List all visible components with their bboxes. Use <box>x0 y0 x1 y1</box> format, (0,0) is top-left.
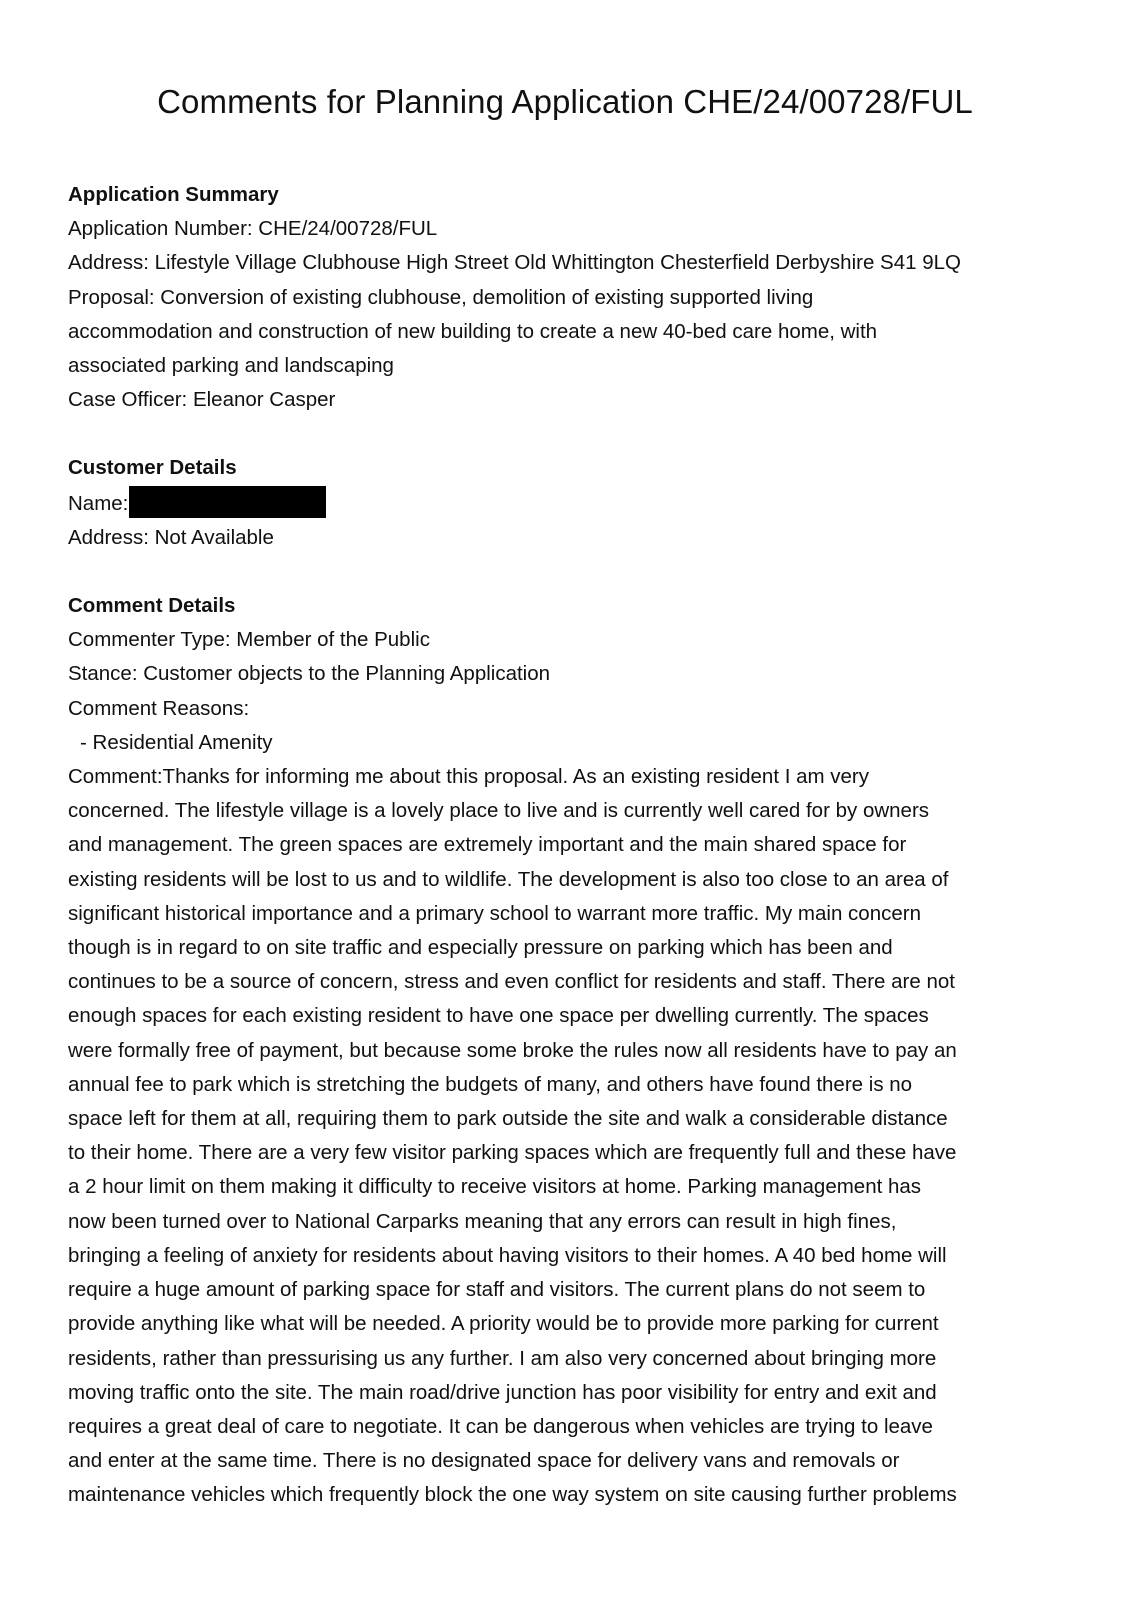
comment-text <box>68 760 1058 1512</box>
comment-line: Comment:Thanks for informing me about this proposal. As an existing resident I am very <box>68 765 870 789</box>
comment-line: annual fee to park which is stretching the budgets of many, and others have found there is no <box>68 1072 913 1096</box>
comment-reasons-label: Comment Reasons: <box>68 696 250 720</box>
comment-line: provide anything like what will be needed. A priority would be to provide more parking for current <box>68 1312 939 1336</box>
section-gap <box>68 417 1068 451</box>
proposal-line: accommodation and construction of new building to create a new 40-bed care home, with <box>68 319 878 343</box>
comment-line: concerned. The lifestyle village is a lovely place to live and is currently well cared for by owners <box>68 799 930 823</box>
stance: Stance: Customer objects to the Planning Application <box>68 662 551 686</box>
comment-line: bringing a feeling of anxiety for residents about having visitors to their homes. A 40 bed home will <box>68 1243 947 1267</box>
comment-line: to their home. There are a very few visitor parking spaces which are frequently full and these have <box>68 1141 957 1165</box>
document-body <box>68 178 1068 1513</box>
customer-name-label: Name: <box>68 491 129 515</box>
customer-name-row <box>68 486 1068 521</box>
page-title: Comments for Planning Application CHE/24/00728/FUL <box>157 83 973 120</box>
application-summary-section <box>68 178 1068 417</box>
comment-line: residents, rather than pressurising us any further. I am also very concerned about bringing more <box>68 1346 937 1370</box>
application-number: Application Number: CHE/24/00728/FUL <box>68 217 438 241</box>
customer-details-section <box>68 451 1068 555</box>
comment-line: continues to be a source of concern, stress and even conflict for residents and staff. There are not <box>68 970 955 994</box>
comment-line: require a huge amount of parking space for staff and visitors. The current plans do not seem to <box>68 1278 926 1302</box>
comment-line: space left for them at all, requiring them to park outside the site and walk a considerable distance <box>68 1107 948 1131</box>
comment-line: maintenance vehicles which frequently block the one way system on site causing further problems <box>68 1483 957 1507</box>
application-address: Address: Lifestyle Village Clubhouse High Street Old Whittington Chesterfield Derbyshire S41 9LQ <box>68 251 961 275</box>
comment-line: though is in regard to on site traffic and especially pressure on parking which has been and <box>68 936 893 960</box>
comment-line: and management. The green spaces are extremely important and the main shared space for <box>68 833 907 857</box>
case-officer: Case Officer: Eleanor Casper <box>68 388 336 412</box>
comment-reason-item: - Residential Amenity <box>80 730 273 754</box>
commenter-type: Commenter Type: Member of the Public <box>68 628 430 652</box>
customer-details-heading: Customer Details <box>68 456 237 480</box>
comment-line: enough spaces for each existing resident to have one space per dwelling currently. The spaces <box>68 1004 929 1028</box>
proposal-line: associated parking and landscaping <box>68 354 394 378</box>
comment-line: moving traffic onto the site. The main road/drive junction has poor visibility for entry and exit and <box>68 1380 937 1404</box>
section-gap <box>68 555 1068 589</box>
comment-line: significant historical importance and a primary school to warrant more traffic. My main concern <box>68 901 921 925</box>
comment-line: now been turned over to National Carparks meaning that any errors can result in high fines, <box>68 1209 897 1233</box>
comment-line: requires a great deal of care to negotiate. It can be dangerous when vehicles are trying to leave <box>68 1414 933 1438</box>
comment-line: a 2 hour limit on them making it difficulty to receive visitors at home. Parking management has <box>68 1175 922 1199</box>
customer-address: Address: Not Available <box>68 525 274 549</box>
comment-line: and enter at the same time. There is no designated space for delivery vans and removals or <box>68 1449 900 1473</box>
application-summary-heading: Application Summary <box>68 183 279 206</box>
comment-details-section <box>68 589 1068 1512</box>
redacted-name-block <box>129 486 326 518</box>
comment-line: were formally free of payment, but because some broke the rules now all residents have to pay an <box>68 1038 957 1062</box>
comment-details-heading: Comment Details <box>68 594 236 618</box>
proposal-line: Proposal: Conversion of existing clubhouse, demolition of existing supported living <box>68 285 814 309</box>
comment-line: existing residents will be lost to us and to wildlife. The development is also too close to an area of <box>68 867 949 891</box>
